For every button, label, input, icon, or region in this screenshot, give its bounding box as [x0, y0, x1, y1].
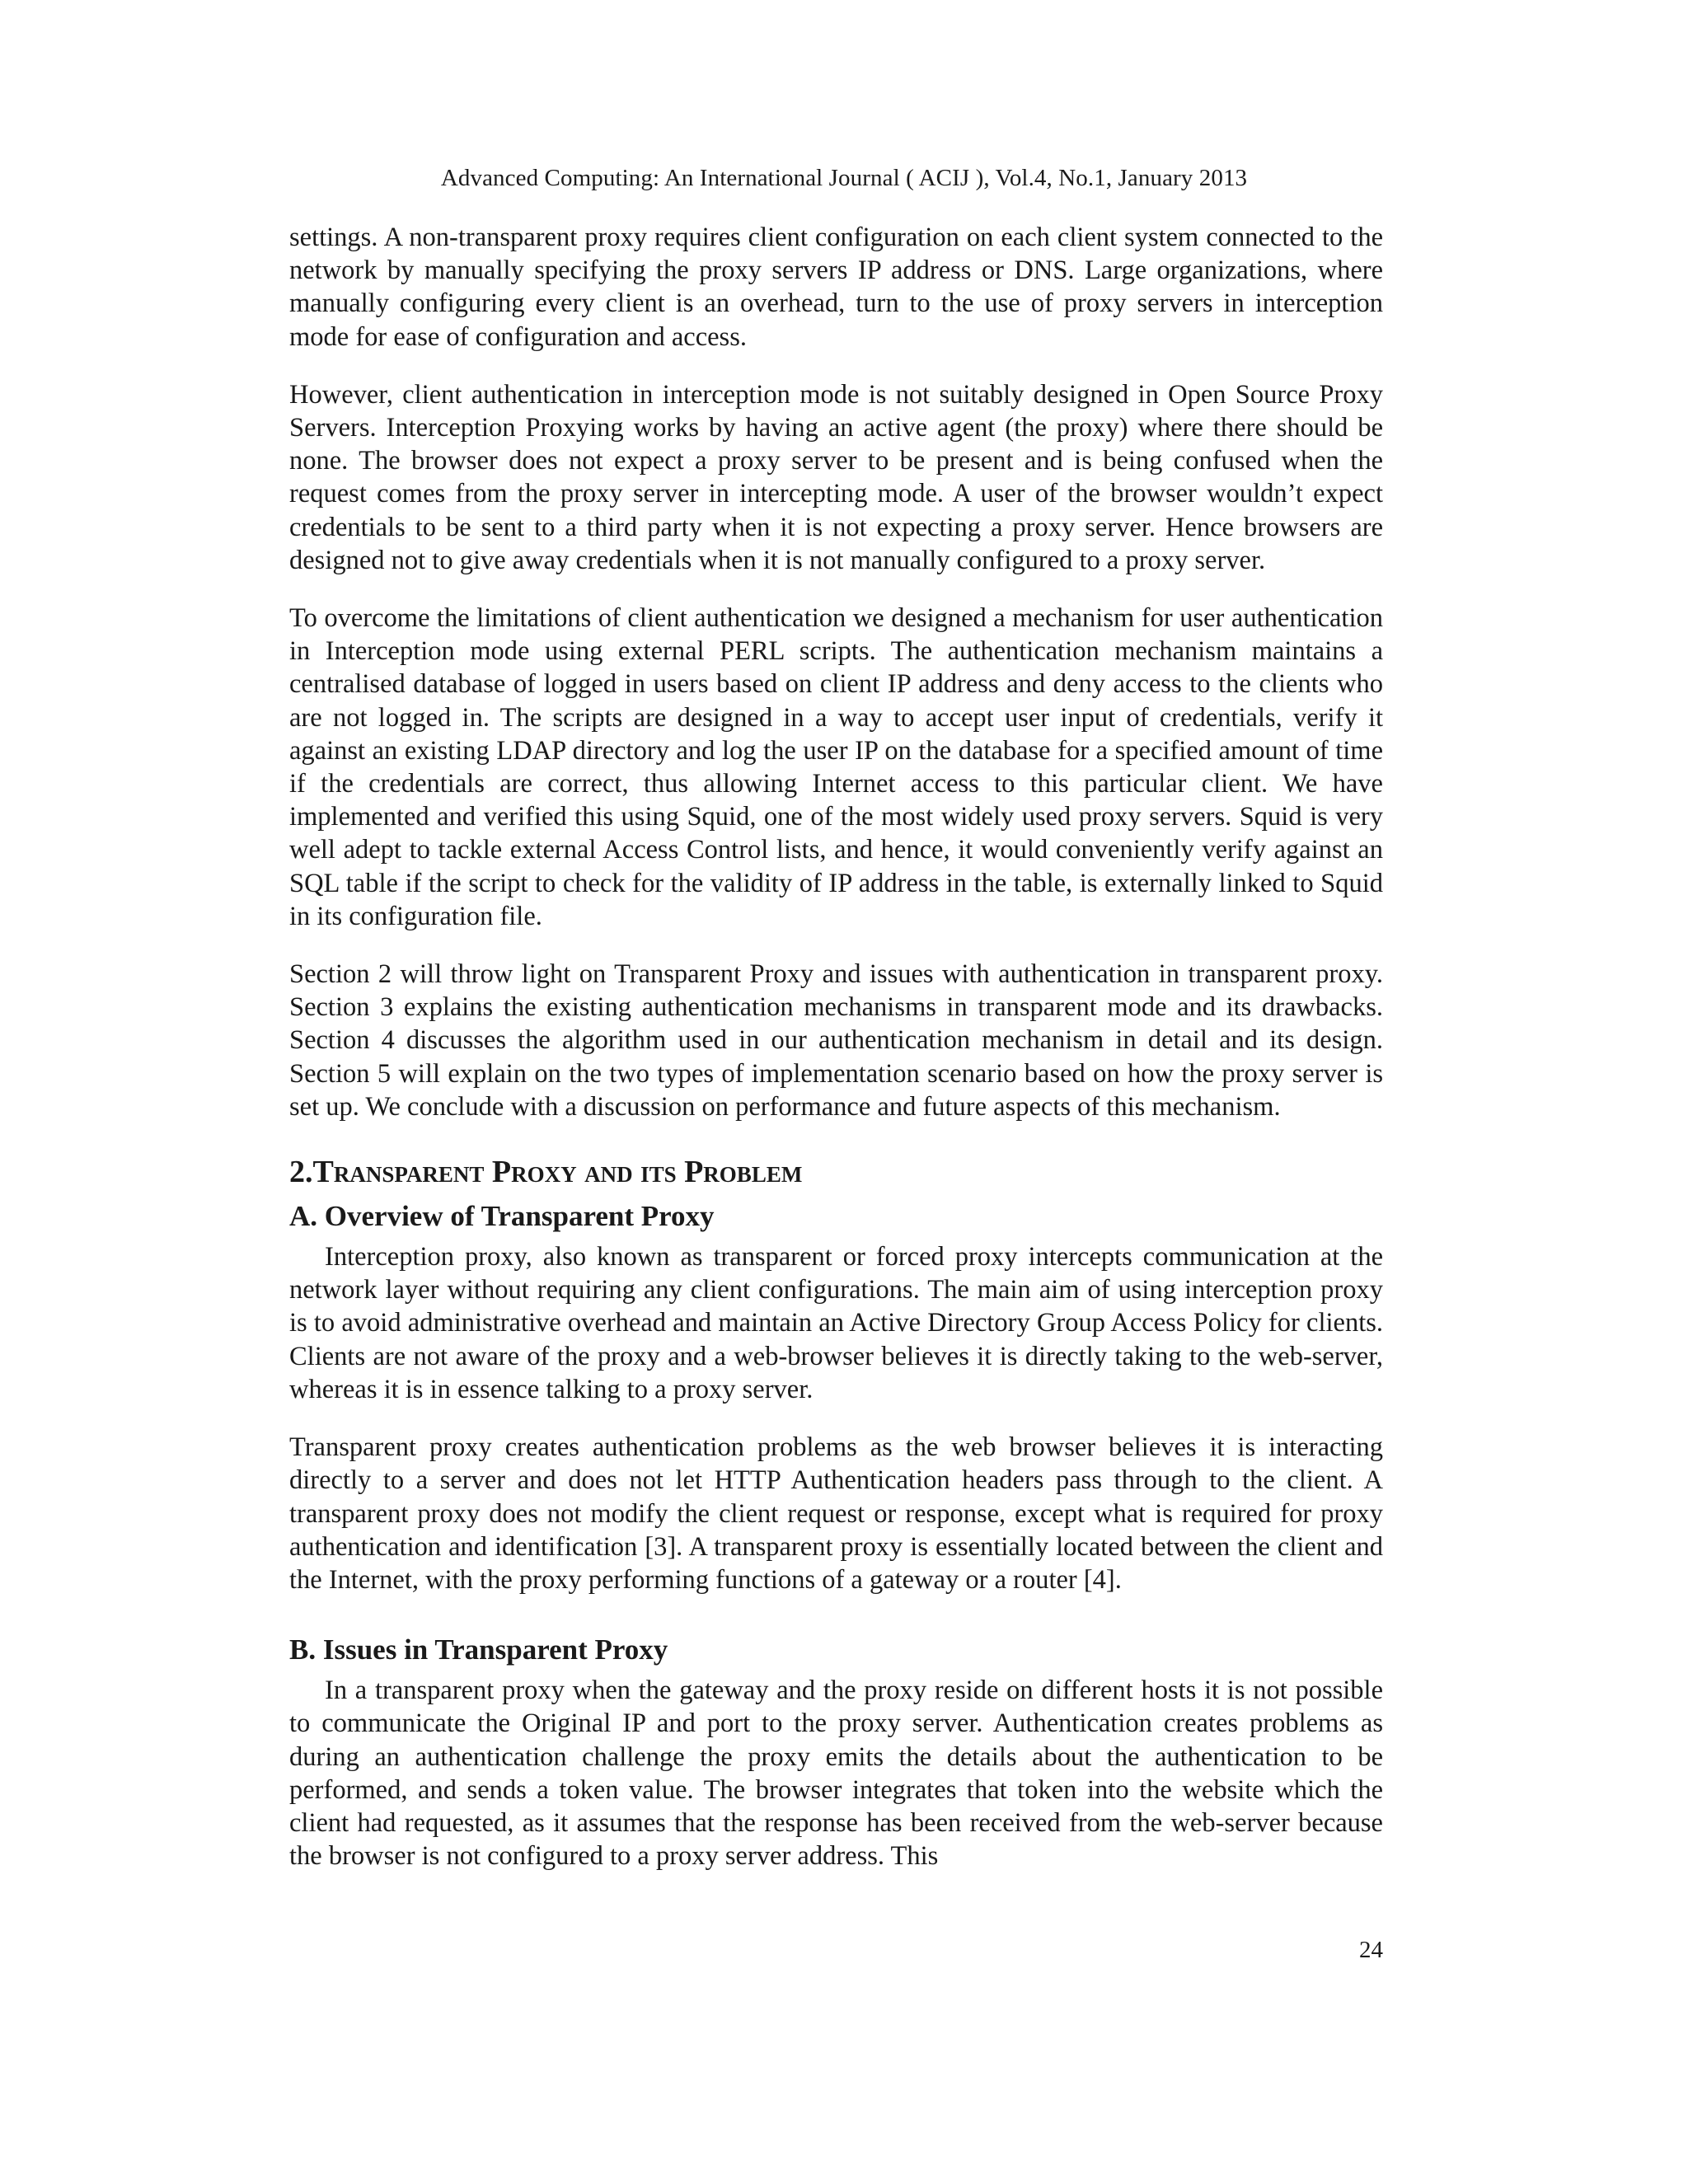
subsection-b-heading: B. Issues in Transparent Proxy: [289, 1633, 668, 1666]
section-2-number: 2.: [289, 1155, 313, 1190]
subsection-a-heading: A. Overview of Transparent Proxy: [289, 1200, 715, 1233]
body-paragraph-2: However, client authentication in interception mode is not suitably designed in Open Source Proxy Servers. Interception Proxying works by having an active agent (the proxy) where there should be none. The browser does not expect a proxy server to be present and is being confused when the request comes from the proxy server in intercepting mode. A user of the browser wouldn’t expect credentials to be sent to a third party when it is not expecting a proxy server. Hence browsers are designed not to give away credentials when it is not manually configured to a proxy server.: [289, 379, 1383, 575]
body-paragraph-4: Section 2 will throw light on Transparent Proxy and issues with authentication in transparent proxy. Section 3 explains the existing authentication mechanisms in transparent mode and its drawbacks. Section 4 discusses the algorithm used in our authentication mechanism in detail and its design. Section 5 will explain on the two types of implementation scenario based on how the proxy server is set up. We conclude with a discussion on performance and future aspects of this mechanism.: [289, 959, 1383, 1122]
subsection-a-paragraph-2: Transparent proxy creates authentication problems as the web browser believes it is interacting directly to a server and does not let HTTP Authentication headers pass through to the client. A transparent proxy does not modify the client request or response, except what is required for proxy authentication and identification [3]. A transparent proxy is essentially located between the client and the Internet, with the proxy performing functions of a gateway or a router [4].: [289, 1432, 1383, 1595]
page-number: 24: [1359, 1937, 1383, 1963]
page-content: [289, 221, 1383, 1897]
body-paragraph-1: settings. A non-transparent proxy requires client configuration on each client system connected to the network by manually specifying the proxy servers IP address or DNS. Large organizations, where manually configuring every client is an overhead, turn to the use of proxy servers in interception mode for ease of configuration and access.: [289, 223, 1383, 352]
subsection-a-paragraph-1: Interception proxy, also known as transparent or forced proxy intercepts communication at the network layer without requiring any client configurations. The main aim of using interception proxy is to avoid administrative overhead and maintain an Active Directory Group Access Policy for clients. Clients are not aware of the proxy and a web-browser believes it is directly taking to the web-server, whereas it is in essence talking to a proxy server.: [289, 1242, 1383, 1404]
section-2-title: Transparent Proxy and its Problem: [312, 1155, 803, 1190]
body-paragraph-3: To overcome the limitations of client authentication we designed a mechanism for user authentication in Interception mode using external PERL scripts. The authentication mechanism maintains a centralised database of logged in users based on client IP address and deny access to the clients who are not logged in. The scripts are designed in a way to accept user input of credentials, verify it against an existing LDAP directory and log the user IP on the database for a specified amount of time if the credentials are correct, thus allowing Internet access to this particular client. We have implemented and verified this using Squid, one of the most widely used proxy servers. Squid is very well adept to tackle external Access Control lists, and hence, it would conveniently verify against an SQL table if the script to check for the validity of IP address in the table, is externally linked to Squid in its configuration file.: [289, 603, 1383, 931]
subsection-b-paragraph-1: In a transparent proxy when the gateway and the proxy reside on different hosts it is not possible to communicate the Original IP and port to the proxy server. Authentication creates problems as during an authentication challenge the proxy emits the details about the authentication to be performed, and sends a token value. The browser integrates that token into the website which the client had requested, as it assumes that the response has been received from the web-server because the browser is not configured to a proxy server address. This: [289, 1675, 1383, 1872]
running-header: Advanced Computing: An International Journal ( ACIJ ), Vol.4, No.1, January 2013: [440, 165, 1248, 191]
section-2-heading: [289, 1153, 1383, 1191]
